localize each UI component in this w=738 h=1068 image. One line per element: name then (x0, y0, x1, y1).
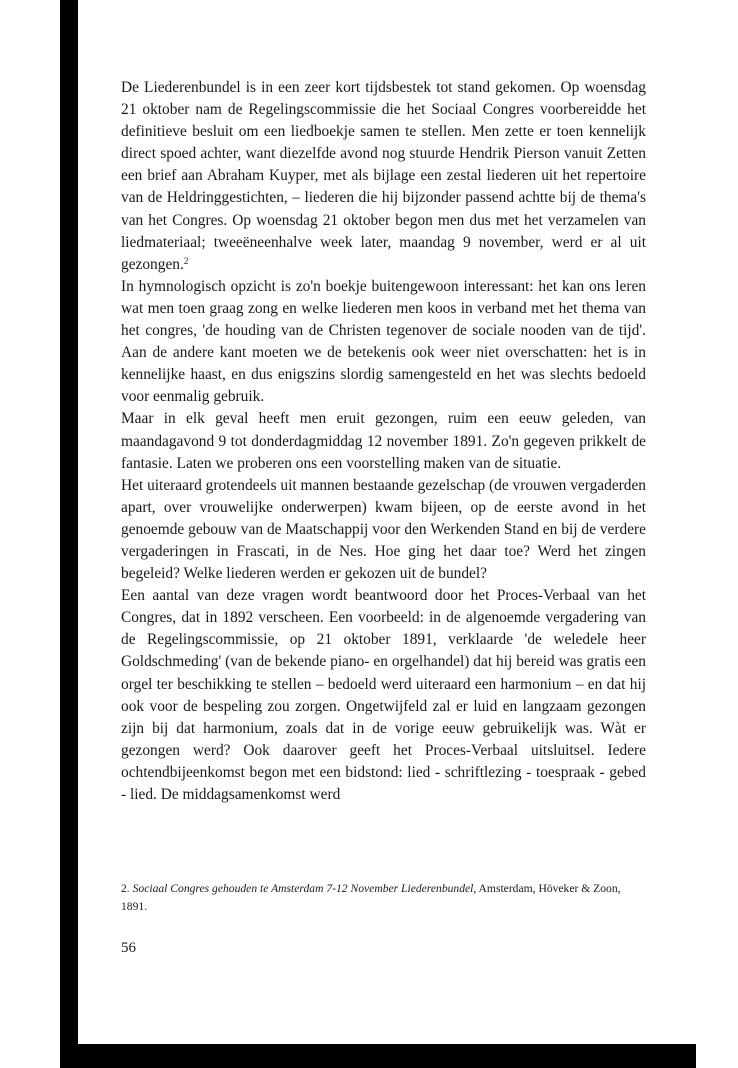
bottom-margin-bar (60, 1044, 696, 1068)
left-margin-bar (60, 0, 78, 1044)
footnote-number: 2. (121, 882, 130, 895)
paragraph-1: De Liederenbundel is in een zeer kort tijdsbestek tot stand gekomen. Op woensdag 21 oktober nam de Regelingscommissie die het Sociaal Congres voorbereidde het definitieve besluit om een liedboekje samen te stellen. Men zette er toen kennelijk direct spoed achter, want diezelfde avond nog stuurde Hendrik Pierson vanuit Zetten een brief aan Abraham Kuyper, met als bijlage een zestal liederen uit het repertoire van de Heldringgestichten, – liederen die hij bijzonder passend achtte bij de thema's van het Congres. Op woensdag 21 oktober begon men dus met het verzamelen van liedmateriaal; tweeëneenhalve week later, maandag 9 november, werd er al uit gezongen.$^2$ (121, 79, 646, 273)
footnote-ref-2: 2 (183, 255, 189, 266)
page-number: 56 (121, 940, 136, 956)
paragraph-2: In hymnologisch opzicht is zo'n boekje buitengewoon interessant: het kan ons leren wat men toen graag zong en welke liederen men koos in verband met het thema van het congres, 'de houding van de Christen tegenover de sociale nooden van de tijd'. Aan de andere kant moeten we de betekenis ook weer niet overschatten: het is in kennelijke haast, en dus enigszins slordig samengesteld en het was slechts bedoeld voor eenmalig gebruik. (121, 277, 646, 406)
paragraph-3: Maar in elk geval heeft men eruit gezongen, ruim een eeuw geleden, van maandagavond 9 tot donderdagmiddag 12 november 1891. Zo'n gegeven prikkelt de fantasie. Laten we proberen ons een voorstelling maken van de situatie. (121, 410, 646, 472)
footnote-publisher: Amsterdam, Höveker & Zoon, 1891. (121, 882, 621, 913)
body-text (121, 77, 646, 806)
paragraph-5: Een aantal van deze vragen wordt beantwoord door het Proces-Verbaal van het Congres, dat in 1892 verscheen. Een voorbeeld: in de algenoemde vergadering van de Regelingscommissie, op 21 oktober 1891, verklaarde 'de weledele heer Goldschmeding' (van de bekende piano- en orgelhandel) dat hij bereid was gratis een orgel ter beschikking te stellen – bedoeld werd uiteraard een harmonium – en dat hij ook voor de bespeling zou zorgen. Ongetwijfeld zal er luid en langzaam gezongen zijn bij dat harmonium, zoals dat in de vorige eeuw gebruikelijk was. Wàt er gezongen werd? Ook daarover geeft het Proces-Verbaal uitsluitsel. Iedere ochtendbijeenkomst begon met een bidstond: lied - schriftlezing - toespraak - gebed - lied. De middagsamenkomst werd (121, 587, 646, 803)
footnote (121, 880, 646, 916)
paragraph-4: Het uiteraard grotendeels uit mannen bestaande gezelschap (de vrouwen vergaderden apart, over vrouwelijke onderwerpen) kwam bijeen, op de eerste avond in het genoemde gebouw van de Maatschappij voor den Werkenden Stand en bij de verdere vergaderingen in Frascati, in de Nes. Hoe ging het daar toe? Werd het zingen begeleid? Welke liederen werden er gekozen uit de bundel? (121, 476, 646, 583)
footnote-title: Sociaal Congres gehouden te Amsterdam 7-12 November Liederenbundel, (132, 882, 477, 895)
